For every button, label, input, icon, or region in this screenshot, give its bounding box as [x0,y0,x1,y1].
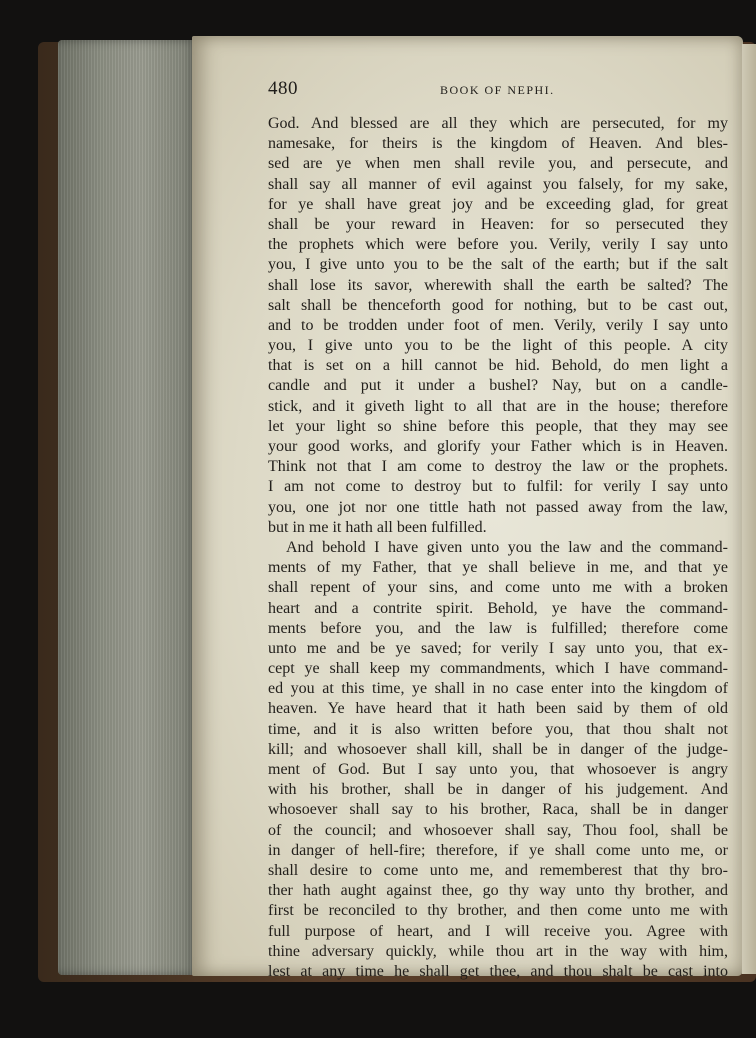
text-line: shall say all manner of evil against you falsely, for my sake, [268,175,728,193]
text-line: you, I give unto you to be the salt of the earth; but if the salt [268,256,728,274]
text-line: candle and put it under a bushel? Nay, but on a candle- [268,377,728,395]
text-line: heaven. Ye have heard that it hath been said by them of old [268,700,728,718]
text-line: that is set on a hill cannot be hid. Behold, do men light a [268,357,728,375]
text-line: lest at any time he shall get thee, and thou shalt be cast into [268,962,728,980]
text-line: time, and it is also written before you, that thou shalt not [268,720,728,738]
text-line: sed are ye when men shall revile you, and persecute, and [268,155,728,173]
text-line: with his brother, shall be in danger of his judgement. And [268,781,728,799]
text-line: full purpose of heart, and I will receive you. Agree with [268,922,728,940]
text-line: shall be your reward in Heaven: for so persecuted they [268,215,728,233]
text-line: but in me it hath all been fulfilled. [268,518,487,536]
text-line: thine adversary quickly, while thou art in the way with him, [268,942,728,960]
text-line: namesake, for theirs is the kingdom of Heaven. And bles- [268,135,728,153]
text-line: stick, and it giveth light to all that are in the house; therefore [268,397,728,415]
text-line: I am not come to destroy but to fulfil: for verily I say unto [268,478,728,496]
text-line: God. And blessed are all they which are persecuted, for my [268,115,728,132]
text-line: first be reconciled to thy brother, and then come unto me with [268,902,728,920]
facing-page-edge [742,44,756,974]
text-line: shall lose its savor, wherewith shall the earth be salted? The [268,276,728,294]
text-line: of the council; and whosoever shall say, Thou fool, shall be [268,821,728,839]
page-header [268,78,568,102]
text-line: Think not that I am come to destroy the law or the prophets. [268,458,728,476]
text-line: you, one jot nor one tittle hath not passed away from the law, [268,498,728,516]
text-line: ed you at this time, ye shall in no case enter into the kingdom of [268,680,728,698]
text-line: your good works, and glorify your Father which is in Heaven. [268,438,728,455]
text-line: and to be trodden under foot of men. Verily, verily I say unto [268,316,728,334]
text-line: ment of God. But I say unto you, that whosoever is angry [268,761,728,778]
running-head: BOOK OF NEPHI. [440,83,555,97]
text-line: ments before you, and the law is fulfilled; therefore come [268,619,728,637]
text-line: the prophets which were before you. Verily, verily I say unto [268,236,728,254]
text-line: salt shall be thenceforth good for nothing, but to be cast out, [268,296,728,314]
text-line: let your light so shine before this people, that they may see [268,417,728,435]
text-line: kill; and whosoever shall kill, shall be in danger of the judge- [268,740,728,758]
text-line: in danger of hell-fire; therefore, if ye shall come unto me, or [268,841,728,859]
text-line: for ye shall have great joy and be exceeding glad, for great [268,195,728,213]
page-edges [58,40,198,975]
text-line: ments of my Father, that ye shall believe in me, and that ye [268,559,728,577]
text-line: you, I give unto you to be the light of this people. A city [268,337,728,355]
text-line: shall desire to come unto me, and rememberest that thy bro- [268,861,728,879]
body-text [268,114,728,982]
text-line: whosoever shall say to his brother, Raca, shall be in danger [268,801,728,819]
text-line: cept ye shall keep my commandments, which I have command- [268,660,728,678]
page-number: 480 [268,78,298,99]
text-line: ther hath aught against thee, go thy way unto thy brother, and [268,882,728,900]
text-line: And behold I have given unto you the law and the command- [286,538,728,556]
text-line: heart and a contrite spirit. Behold, ye have the command- [268,599,728,617]
text-line: shall repent of your sins, and come unto me with a broken [268,579,728,597]
text-line: unto me and be ye saved; for verily I say unto you, that ex- [268,639,728,657]
